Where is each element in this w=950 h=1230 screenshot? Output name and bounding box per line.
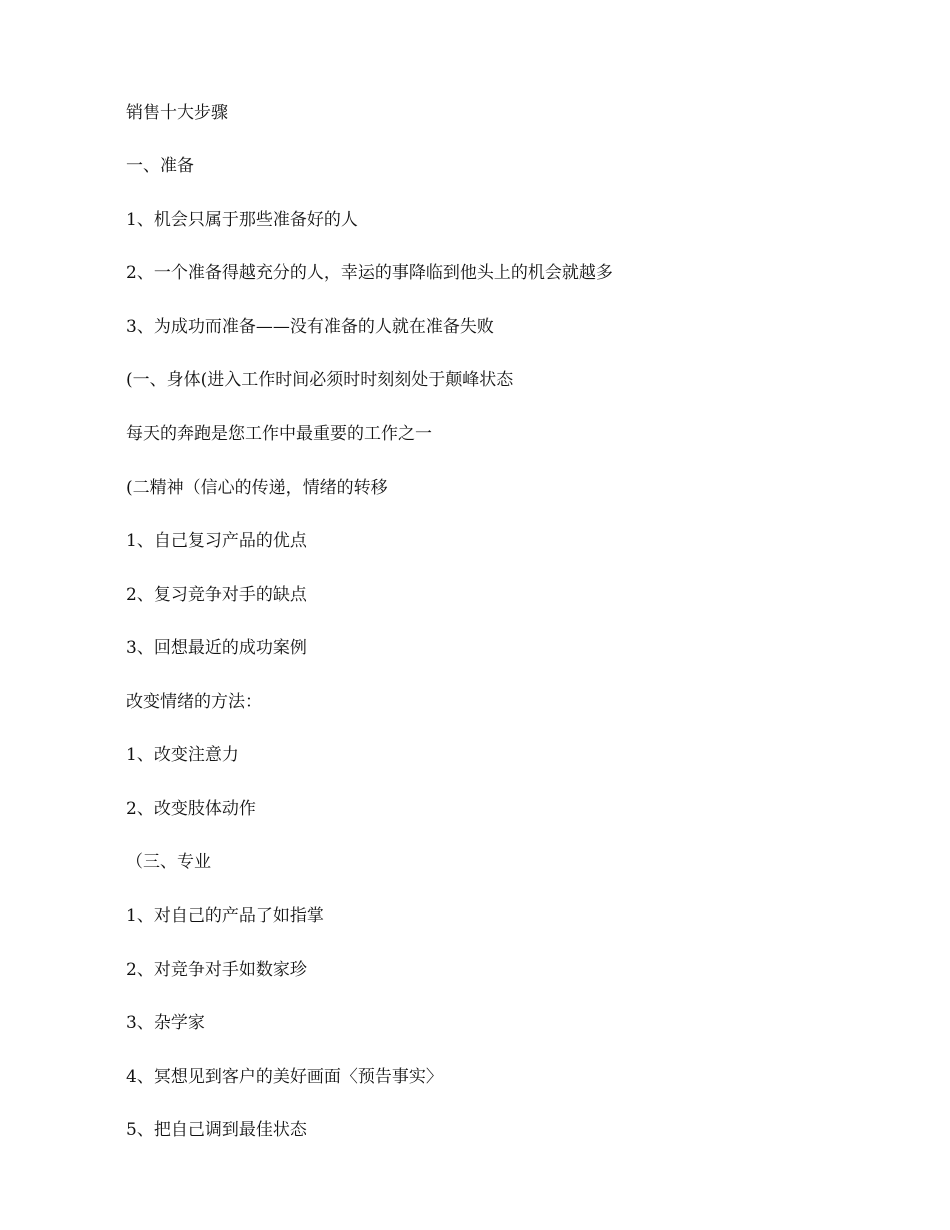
text-line: 2、复习竞争对手的缺点	[126, 585, 307, 605]
text-line: 1、改变注意力	[126, 745, 239, 765]
section-heading-preparation: 一、准备	[126, 156, 194, 176]
text-line: 5、把自己调到最佳状态	[126, 1120, 307, 1140]
text-line: 3、杂学家	[126, 1013, 205, 1033]
text-line: 3、回想最近的成功案例	[126, 638, 307, 658]
text-line: 4、冥想见到客户的美好画面〈预告事实〉	[126, 1067, 443, 1087]
text-line: 1、机会只属于那些准备好的人	[126, 210, 358, 230]
subsection-heading-body: (一、身体(进入工作时间必须时时刻刻处于颠峰状态	[126, 370, 514, 390]
text-line: 改变情绪的方法：	[126, 692, 262, 712]
text-line: 3、为成功而准备——没有准备的人就在准备失败	[126, 317, 494, 337]
text-line: 2、改变肢体动作	[126, 799, 256, 819]
subsection-heading-professional: （三、专业	[126, 852, 211, 872]
subsection-heading-spirit: (二精神（信心的传递，情绪的转移	[126, 478, 388, 498]
text-line: 2、对竞争对手如数家珍	[126, 960, 307, 980]
text-line: 1、对自己的产品了如指掌	[126, 906, 324, 926]
text-line: 2、一个准备得越充分的人，幸运的事降临到他头上的机会就越多	[126, 263, 613, 283]
text-line: 每天的奔跑是您工作中最重要的工作之一	[126, 424, 432, 444]
document-title: 销售十大步骤	[126, 103, 228, 123]
text-line: 1、自己复习产品的优点	[126, 531, 307, 551]
